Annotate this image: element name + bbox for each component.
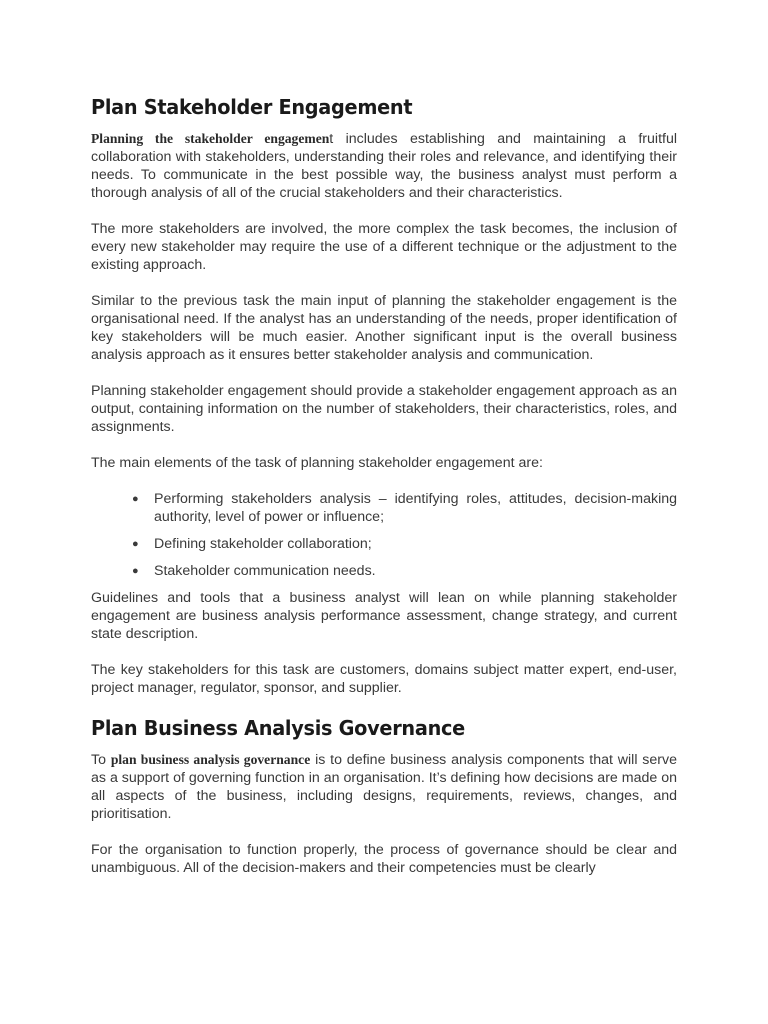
paragraph-text: is to define business analysis components that will serve as a support of governing function in an organisation. It’s defining how decisions are made on all aspects of the business, including designs, requirements, reviews, changes, and prioritisation. [91, 752, 677, 822]
list-item-text: Defining stakeholder collaboration; [154, 536, 372, 552]
paragraph-complexity: The more stakeholders are involved, the more complex the task becomes, the inclusion of every new stakeholder may require the use of a different technique or the adjustment to the existing approach. [91, 221, 677, 273]
bold-lead-text: Planning the stakeholder engagemen [91, 131, 330, 146]
paragraph-intro [91, 130, 677, 202]
bullet-list [91, 490, 677, 580]
paragraph-key-stakeholders: The key stakeholders for this task are customers, domains subject matter expert, end-user, project manager, regulator, sponsor, and supplier. [91, 662, 677, 696]
paragraph-governance-intro [91, 751, 677, 823]
bold-lead-text: plan business analysis governance [110, 752, 311, 767]
document-page [91, 94, 677, 895]
bullet-icon: ● [132, 538, 139, 550]
bullet-icon: ● [132, 493, 139, 505]
paragraph-text: To [91, 752, 111, 768]
paragraph-text: t includes establishing and maintaining a fruitful collaboration with stakeholders, understanding their roles and relevance, and identifying their needs. To communicate in the best possible way, the business analyst must perform a thorough analysis of all of the crucial stakeholders and their characteristics. [91, 131, 677, 201]
list-item [132, 535, 677, 553]
list-item [132, 562, 677, 580]
list-item-text: Stakeholder communication needs. [154, 563, 376, 579]
paragraph-main-elements: The main elements of the task of planning stakeholder engagement are: [91, 455, 543, 471]
list-item [132, 490, 677, 526]
list-item-text: Performing stakeholders analysis – identifying roles, attitudes, decision-making authority, level of power or influence; [154, 491, 677, 525]
paragraph-inputs: Similar to the previous task the main input of planning the stakeholder engagement is the organisational need. If the analyst has an understanding of the needs, proper identification of key stakeholders will be much easier. Another significant input is the overall business analysis approach as it ensures better stakeholder analysis and communication. [91, 293, 677, 363]
section-heading-plan-business-analysis-governance: Plan Business Analysis Governance [91, 716, 465, 740]
paragraph-governance-process: For the organisation to function properly, the process of governance should be clear and unambiguous. All of the decision-makers and their competencies must be clearly [91, 842, 677, 876]
section-heading-plan-stakeholder-engagement: Plan Stakeholder Engagement [91, 95, 413, 119]
bullet-icon: ● [132, 565, 139, 577]
paragraph-output: Planning stakeholder engagement should provide a stakeholder engagement approach as an output, containing information on the number of stakeholders, their characteristics, roles, and assignments. [91, 383, 677, 435]
paragraph-guidelines: Guidelines and tools that a business analyst will lean on while planning stakeholder engagement are business analysis performance assessment, change strategy, and current state description. [91, 590, 677, 642]
